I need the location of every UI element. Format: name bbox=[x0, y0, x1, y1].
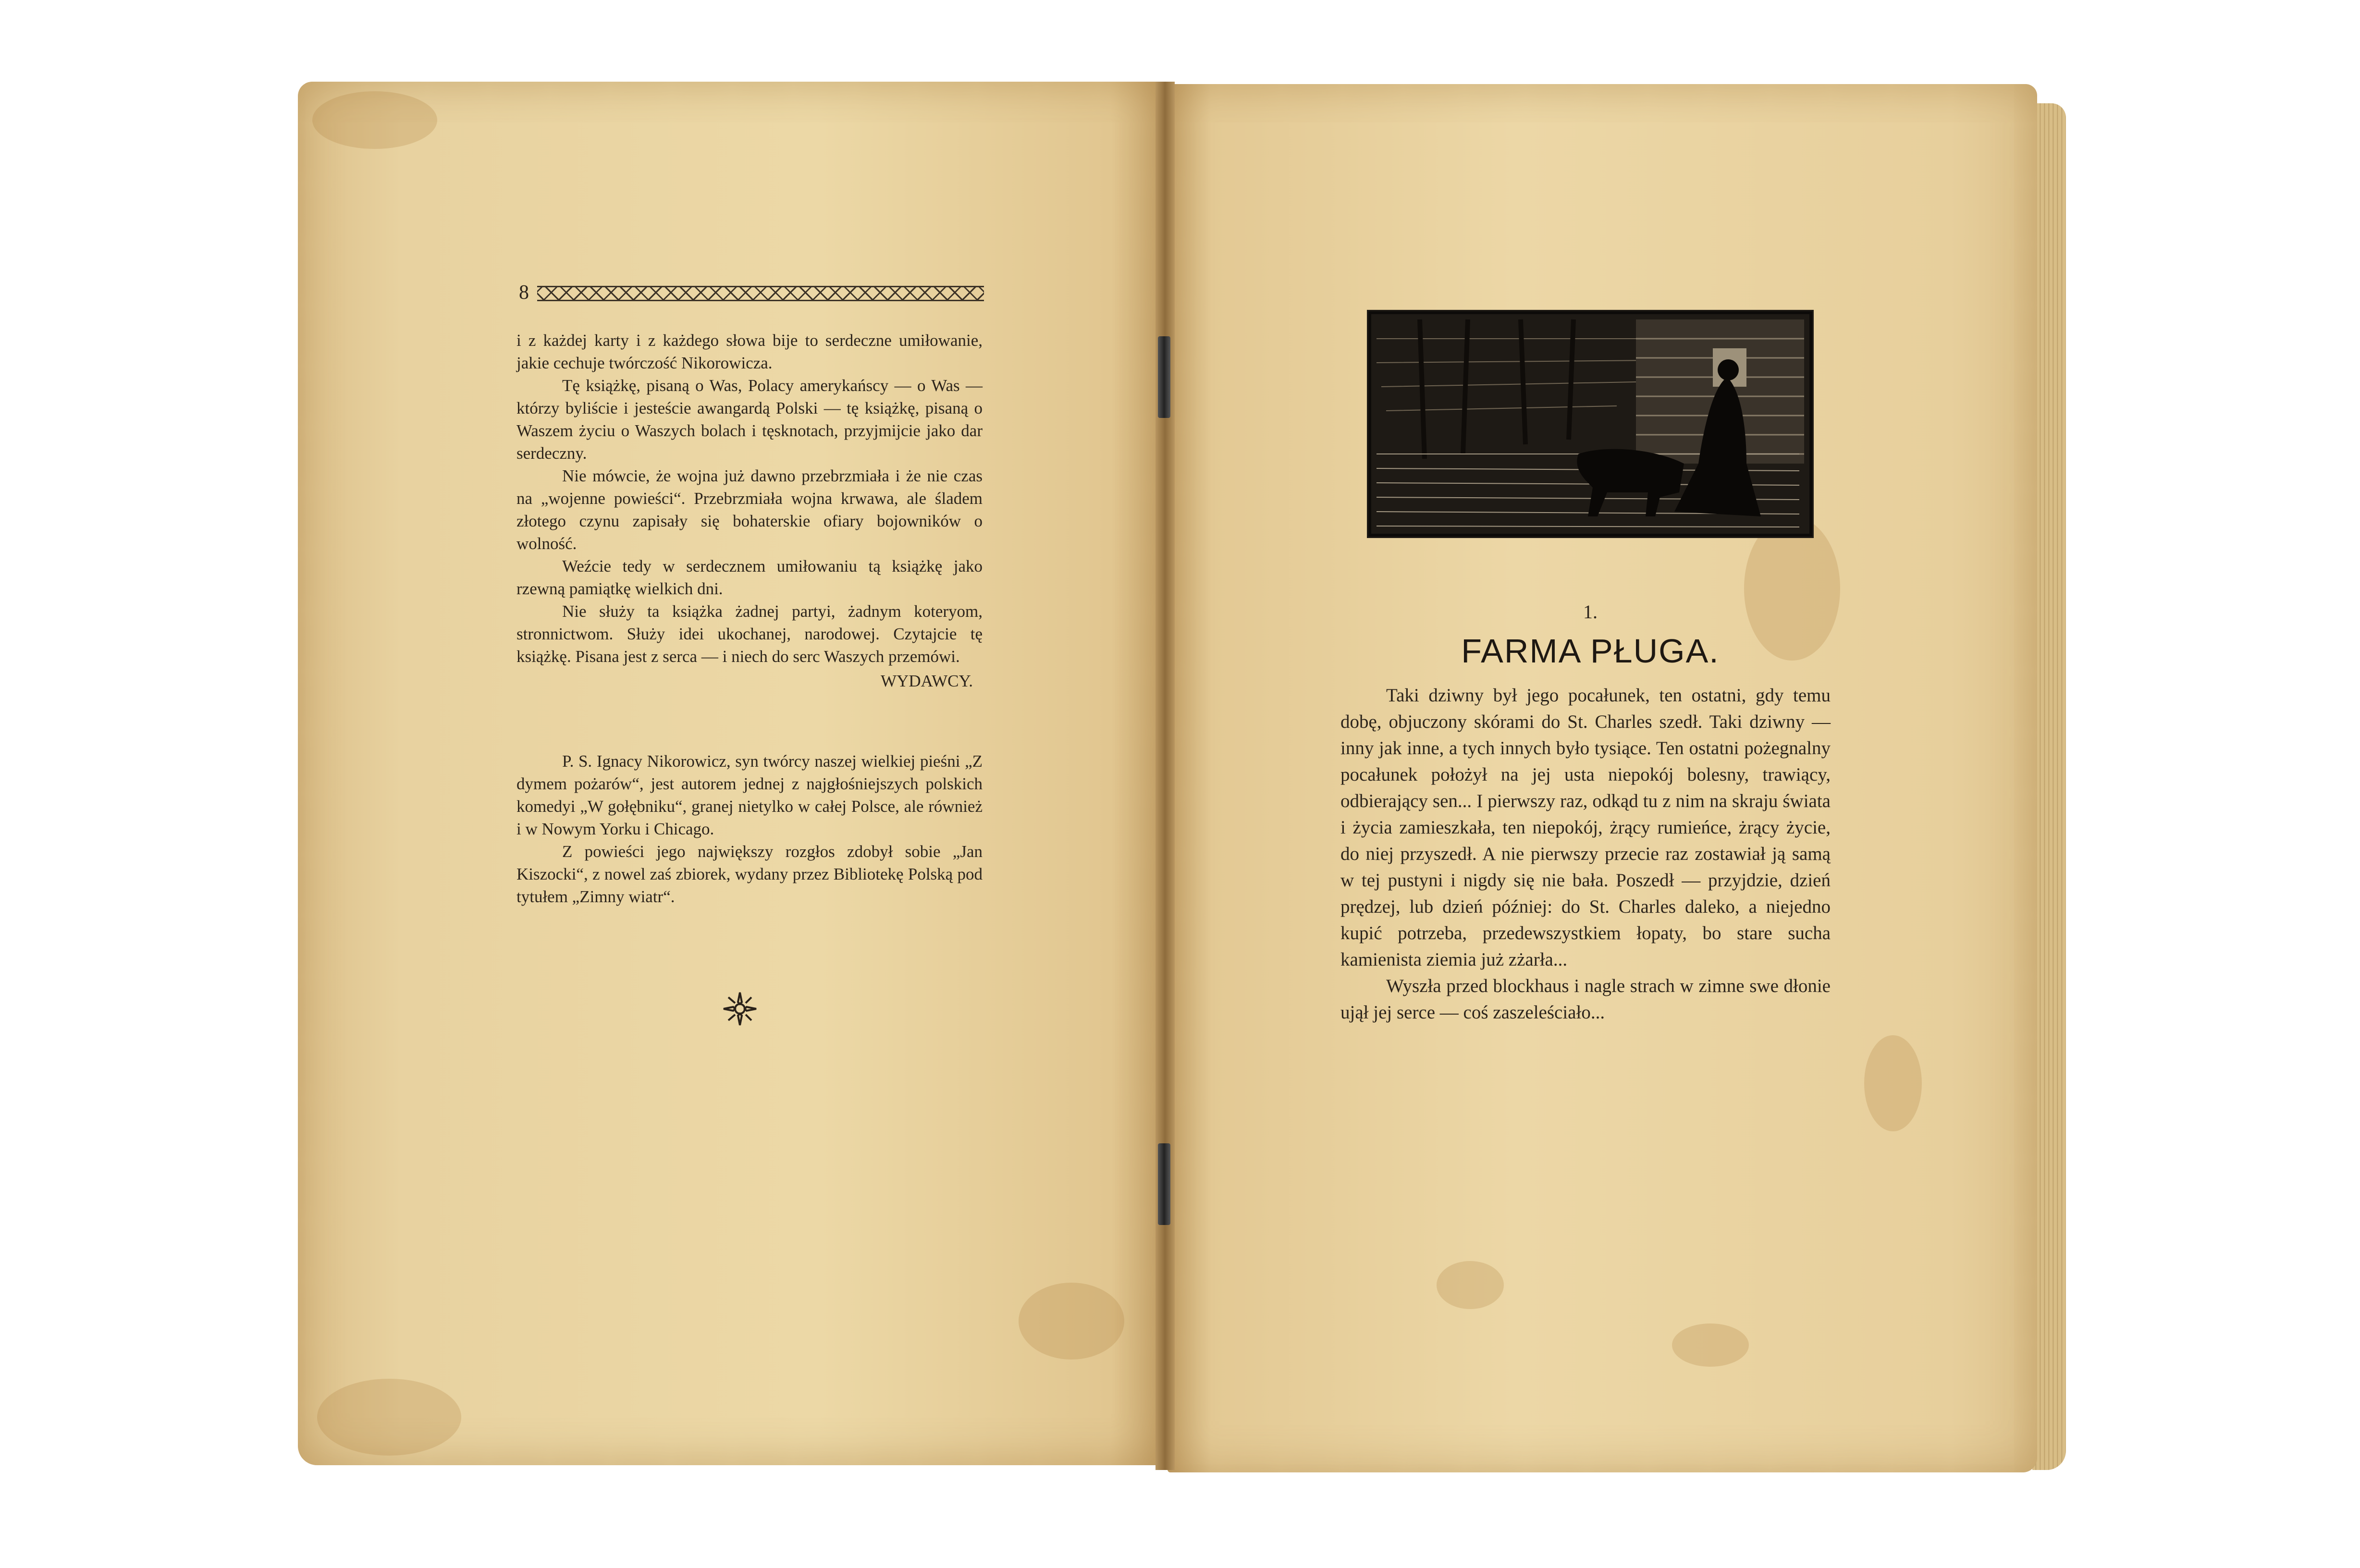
staple bbox=[1158, 1143, 1170, 1225]
chapter-number: 1. bbox=[1583, 601, 1598, 623]
paragraph: Tę książkę, pisaną o Was, Polacy amerykańscy — o Was — którzy byliście i jesteście awangardą Polski — tę książkę, pisaną o Waszem życiu o Waszych bolach i tęsknotach, przyjmijcie jako dar serdeczny. bbox=[516, 376, 983, 463]
chapter-text bbox=[1340, 682, 1831, 1026]
page-number: 8 bbox=[519, 282, 529, 304]
page-edges bbox=[2032, 103, 2066, 1470]
page-header bbox=[519, 281, 985, 305]
decorative-border-band-icon bbox=[537, 286, 984, 301]
paragraph: Nie służy ta książka żadnej partyi, żadnym koteryom, stronnictwom. Służy idei ukochanej, narodowej. Czytajcie tę książkę. Pisana jest z serca — i niech do serc Waszych przemówi. bbox=[516, 602, 983, 666]
postscript-paragraph: P. S. Ignacy Nikorowicz, syn twórcy naszej wielkiej pieśni „Z dymem pożarów“, jest autorem jednej z najgłośniejszych polskich komedyi „W gołębniku“, granej nietylko w całej Polsce, ale również i w Nowym Yorku i Chicago. bbox=[516, 752, 983, 838]
paragraph: Wyszła przed blockhaus i nagle strach w zimne swe dłonie ujął jej serce — coś zaszeleściało... bbox=[1340, 976, 1831, 1023]
book-spine bbox=[1155, 82, 1175, 1470]
preface-text bbox=[516, 329, 983, 908]
chapter-title: FARMA PŁUGA. bbox=[1461, 632, 1720, 670]
postscript-paragraph: Z powieści jego największy rozgłos zdobył sobie „Jan Kiszocki“, z nowel zaś zbiorek, wydany przez Bibliotekę Polską pod tytułem „Zimny wiatr“. bbox=[516, 842, 983, 906]
woodcut-illustration-icon bbox=[1367, 310, 1814, 538]
star-flower-ornament-icon bbox=[721, 990, 759, 1028]
staple bbox=[1158, 336, 1170, 418]
paragraph: i z każdej karty i z każdego słowa bije to serdeczne umiłowanie, jakie cechuje twórczość Nikorowicza. bbox=[516, 331, 983, 372]
paragraph: Weźcie tedy w serdecznem umiłowaniu tą książkę jako rzewną pamiątkę wielkich dni. bbox=[516, 557, 983, 598]
signature: WYDAWCY. bbox=[881, 672, 973, 690]
paragraph: Taki dziwny był jego pocałunek, ten ostatni, gdy temu dobę, objuczony skórami do St. Charles szedł. Taki dziwny — inny jak inne, a tych innych było tysiące. Ten ostatni pożegnalny pocałunek położył na jej usta niepokój bolesny, trawiący, odbierający sen... I pierwszy raz, odkąd tu z nim na skraju świata i życia zamieszkała, ten niepokój, żrący rumieńce, żrący życie, do niej przyszedł. A nie pierwszy przecie raz zostawiał ją samą w tej pustyni i nigdy się nie bała. Poszedł — przyjdzie, dzień prędzej, lub dzień później: do St. Charles daleko, a niejedno kupić potrzeba, przedewszystkiem łopaty, bo stare sucha kamienista ziemia już zżarła... bbox=[1340, 685, 1831, 970]
paragraph: Nie mówcie, że wojna już dawno przebrzmiała i że nie czas na „wojenne powieści“. Przebrzmiała wojna krwawa, ale śladem złotego czynu zapisały się bohaterskie ofiary bojowników o wolność. bbox=[516, 466, 983, 553]
